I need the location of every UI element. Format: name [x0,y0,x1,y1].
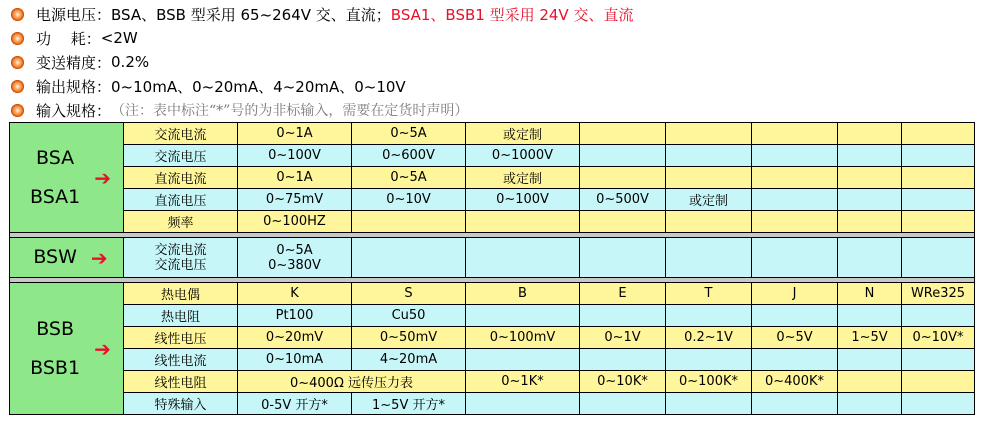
input-type-cell: 热电阻 [124,305,238,327]
range-cell [838,393,902,415]
range-cell [580,211,666,233]
input-type-cell: 交流电压 [124,145,238,167]
table-row [10,211,975,233]
range-cell: 0~1A [238,123,352,145]
range-cell: 0~50mV [352,327,466,349]
range-cell [666,349,752,371]
range-cell [466,211,580,233]
range-cell: 0~10K* [580,371,666,393]
range-cell: 4~20mA [352,349,466,371]
range-cell [838,211,902,233]
range-cell [902,189,975,211]
range-cell: WRe325 [902,283,975,305]
range-cell: T [666,283,752,305]
range-cell [666,167,752,189]
input-type-cell: 线性电压 [124,327,238,349]
range-cell: 0~100HZ [238,211,352,233]
red-right-arrow-icon: ➔ [94,336,111,361]
range-cell: 0~500V [580,189,666,211]
range-cell [752,167,838,189]
range-cell: B [466,283,580,305]
range-cell: 0~400K* [752,371,838,393]
orange-bullet-icon [11,104,24,117]
range-cell [752,123,838,145]
range-cell [666,211,752,233]
range-cell [580,393,666,415]
range-cell: 0~10V* [902,327,975,349]
spec-list [8,2,978,122]
group-bsa [10,123,975,238]
spec-label: 输入规格： [36,101,112,120]
spec-value: BSA、BSB 型采用 65~264V 交、直流； [111,5,391,24]
input-type-cell: 频率 [124,211,238,233]
input-type-line: 交流电流 [154,242,207,258]
range-cell: 1~5V [838,327,902,349]
range-cell [466,238,580,278]
model-name: BSA [36,146,75,169]
orange-bullet-icon [11,32,24,45]
spec-label: 电源电压： [36,5,112,24]
range-cell [666,305,752,327]
range-cell [466,393,580,415]
range-cell [838,145,902,167]
range-cell [902,305,975,327]
spec-value: <2W [100,29,138,47]
range-cell [902,349,975,371]
range-cell: Cu50 [352,305,466,327]
range-cell [838,349,902,371]
spec-accuracy [8,50,978,74]
model-label-bsb [10,283,124,415]
range-cell [838,123,902,145]
range-cell: 0~1000V [466,145,580,167]
spec-input [8,98,978,122]
red-right-arrow-icon: ➔ [90,245,108,270]
range-cell [352,211,466,233]
input-spec-table [9,122,975,415]
range-cell [752,189,838,211]
range-cell [752,305,838,327]
range-cell [666,393,752,415]
input-type-cell: 线性电阻 [124,371,238,393]
range-cell: 0~1V [580,327,666,349]
range-cell [580,145,666,167]
range-cell [666,123,752,145]
range-cell: 0~600V [352,145,466,167]
model-name: BSB [36,317,75,340]
input-type-cell [124,238,238,278]
spec-power-supply [8,2,978,26]
range-cell: 0~100V [238,145,352,167]
spec-label: 功 耗： [36,29,101,48]
range-cell [838,189,902,211]
spec-output [8,74,978,98]
model-names [30,310,80,388]
range-cell: 0~1A [238,167,352,189]
input-type-cell: 热电偶 [124,283,238,305]
range-cell [466,349,580,371]
model-names [30,139,80,217]
range-cell-merged: 0~400Ω 远传压力表 [238,371,466,393]
table-row [10,393,975,415]
orange-bullet-icon [11,56,24,69]
range-cell: 0~20mV [238,327,352,349]
table-row [10,123,975,145]
range-cell [902,145,975,167]
table-row [10,327,975,349]
range-cell: N [838,283,902,305]
input-type-cell: 直流电压 [124,189,238,211]
table-row [10,371,975,393]
range-cell: 0~5A [352,167,466,189]
table-row [10,283,975,305]
range-cell [902,238,975,278]
input-type-cell: 直流电流 [124,167,238,189]
range-cell: 0~75mV [238,189,352,211]
spec-input-note: （注：表中标注“*”号的为非标输入，需要在定货时声明） [111,103,469,119]
range-cell [752,211,838,233]
range-cell [838,305,902,327]
range-cell: 或定制 [666,189,752,211]
range-cell [902,123,975,145]
range-cell [752,349,838,371]
group-bsb [10,283,975,415]
spec-value: 0.2% [111,53,150,71]
input-type-cell: 线性电流 [124,349,238,371]
range-cell [752,393,838,415]
range-cell [902,393,975,415]
range-cell: 0~5V [752,327,838,349]
model-label-bsa [10,123,124,233]
spec-power-consumption [8,26,978,50]
input-type-cell: 特殊输入 [124,393,238,415]
range-cell [580,167,666,189]
range-cell [902,371,975,393]
spec-value-highlight: BSA1、BSB1 型采用 24V 交、直流 [390,5,634,24]
model-label-bsw [10,238,124,278]
range-line: 0~5A [276,242,313,258]
range-cell [902,167,975,189]
range-cell: 或定制 [466,167,580,189]
range-cell: 0~100mV [466,327,580,349]
range-cell [238,238,352,278]
range-cell [838,238,902,278]
range-cell: 0~1K* [466,371,580,393]
range-cell [580,238,666,278]
table-row [10,145,975,167]
range-cell: 0~100V [466,189,580,211]
range-cell [838,167,902,189]
table-row [10,189,975,211]
input-type-line: 交流电压 [154,257,207,273]
range-cell [752,238,838,278]
range-line: 0~380V [268,257,321,273]
range-cell [466,305,580,327]
range-cell: 0~10V [352,189,466,211]
range-cell: S [352,283,466,305]
spec-value: 0~10mA、0~20mA、4~20mA、0~10V [111,77,406,96]
range-cell: Pt100 [238,305,352,327]
range-cell [666,238,752,278]
table-row [10,349,975,371]
model-name: BSB1 [30,356,81,379]
range-cell [580,349,666,371]
model-name: BSA1 [30,185,81,208]
range-cell: 0~100K* [666,371,752,393]
range-cell: 0.2~1V [666,327,752,349]
range-cell [838,371,902,393]
range-cell: 0-5V 开方* [238,393,352,415]
range-cell [580,305,666,327]
range-cell: E [580,283,666,305]
range-cell: 或定制 [466,123,580,145]
model-name: BSW [33,246,77,268]
range-cell: J [752,283,838,305]
range-cell [902,211,975,233]
range-cell [752,145,838,167]
range-cell: 0~5A [352,123,466,145]
model-names [33,238,77,277]
table-row [10,305,975,327]
input-type-cell: 交流电流 [124,123,238,145]
range-cell: K [238,283,352,305]
table-row [10,167,975,189]
range-cell [666,145,752,167]
range-cell: 0~10mA [238,349,352,371]
orange-bullet-icon [11,8,24,21]
spec-label: 输出规格： [36,77,112,96]
range-cell: 1~5V 开方* [352,393,466,415]
red-right-arrow-icon: ➔ [94,165,111,190]
range-cell [580,123,666,145]
table-row [10,238,975,278]
orange-bullet-icon [11,80,24,93]
range-cell [352,238,466,278]
spec-label: 变送精度： [36,53,112,72]
group-bsw [10,238,975,283]
